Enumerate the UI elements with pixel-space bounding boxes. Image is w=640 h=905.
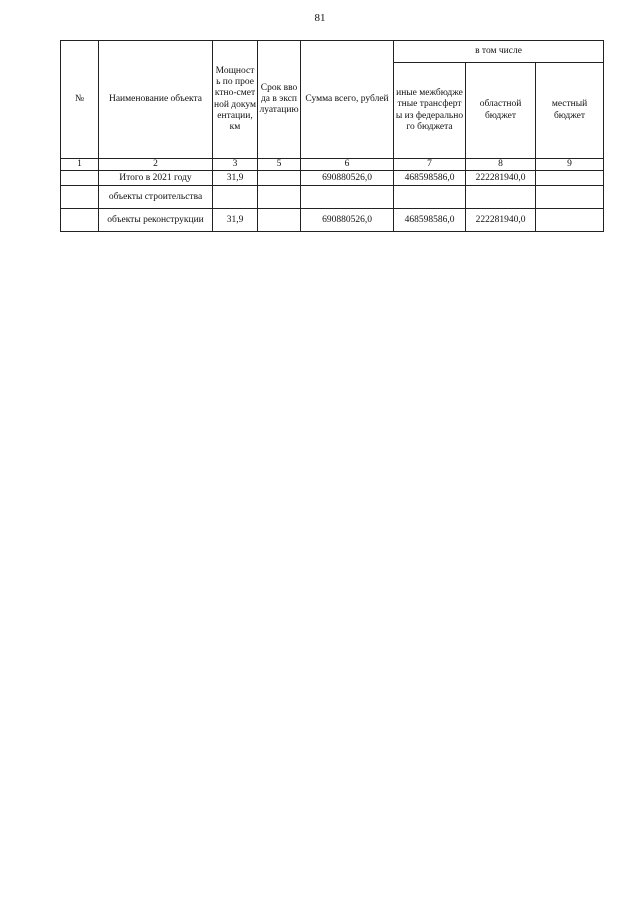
row-num [61, 186, 99, 209]
row-local [536, 186, 604, 209]
row-num [61, 209, 99, 232]
row-sum: 690880526,0 [301, 171, 394, 186]
row-sum: 690880526,0 [301, 209, 394, 232]
row-num [61, 171, 99, 186]
column-number: 9 [536, 159, 604, 171]
row-sum [301, 186, 394, 209]
page-number: 81 [314, 12, 326, 24]
row-local [536, 209, 604, 232]
row-capacity: 31,9 [213, 209, 258, 232]
budget-table [60, 40, 604, 232]
row-regional: 222281940,0 [466, 209, 536, 232]
row-transfers [394, 186, 466, 209]
header-term: Срок ввода в эксплуатацию [258, 41, 301, 159]
header-name: Наименование объекта [99, 41, 213, 159]
table-row [61, 171, 604, 186]
header-sum: Сумма всего, рублей [301, 41, 394, 159]
row-term [258, 171, 301, 186]
header-including: в том числе [394, 41, 604, 63]
table-row [61, 186, 604, 209]
row-name: Итого в 2021 году [99, 171, 213, 186]
column-number: 1 [61, 159, 99, 171]
column-number: 6 [301, 159, 394, 171]
column-number: 2 [99, 159, 213, 171]
row-capacity [213, 186, 258, 209]
header-regional: областной бюджет [466, 63, 536, 159]
row-term [258, 186, 301, 209]
row-regional: 222281940,0 [466, 171, 536, 186]
column-numbers-row [61, 159, 604, 171]
row-local [536, 171, 604, 186]
row-name: объекты реконструкции [99, 209, 213, 232]
header-transfers: иные межбюджетные трансферты из федерального бюджета [394, 63, 466, 159]
row-capacity: 31,9 [213, 171, 258, 186]
row-name: объекты строительства [99, 186, 213, 209]
column-number: 7 [394, 159, 466, 171]
row-transfers: 468598586,0 [394, 209, 466, 232]
header-num: № [61, 41, 99, 159]
row-transfers: 468598586,0 [394, 171, 466, 186]
table-row [61, 209, 604, 232]
column-number: 5 [258, 159, 301, 171]
column-number: 8 [466, 159, 536, 171]
column-number: 3 [213, 159, 258, 171]
header-capacity: Мощность по проектно-сметной документации, км [213, 41, 258, 159]
header-local: местный бюджет [536, 63, 604, 159]
row-term [258, 209, 301, 232]
row-regional [466, 186, 536, 209]
